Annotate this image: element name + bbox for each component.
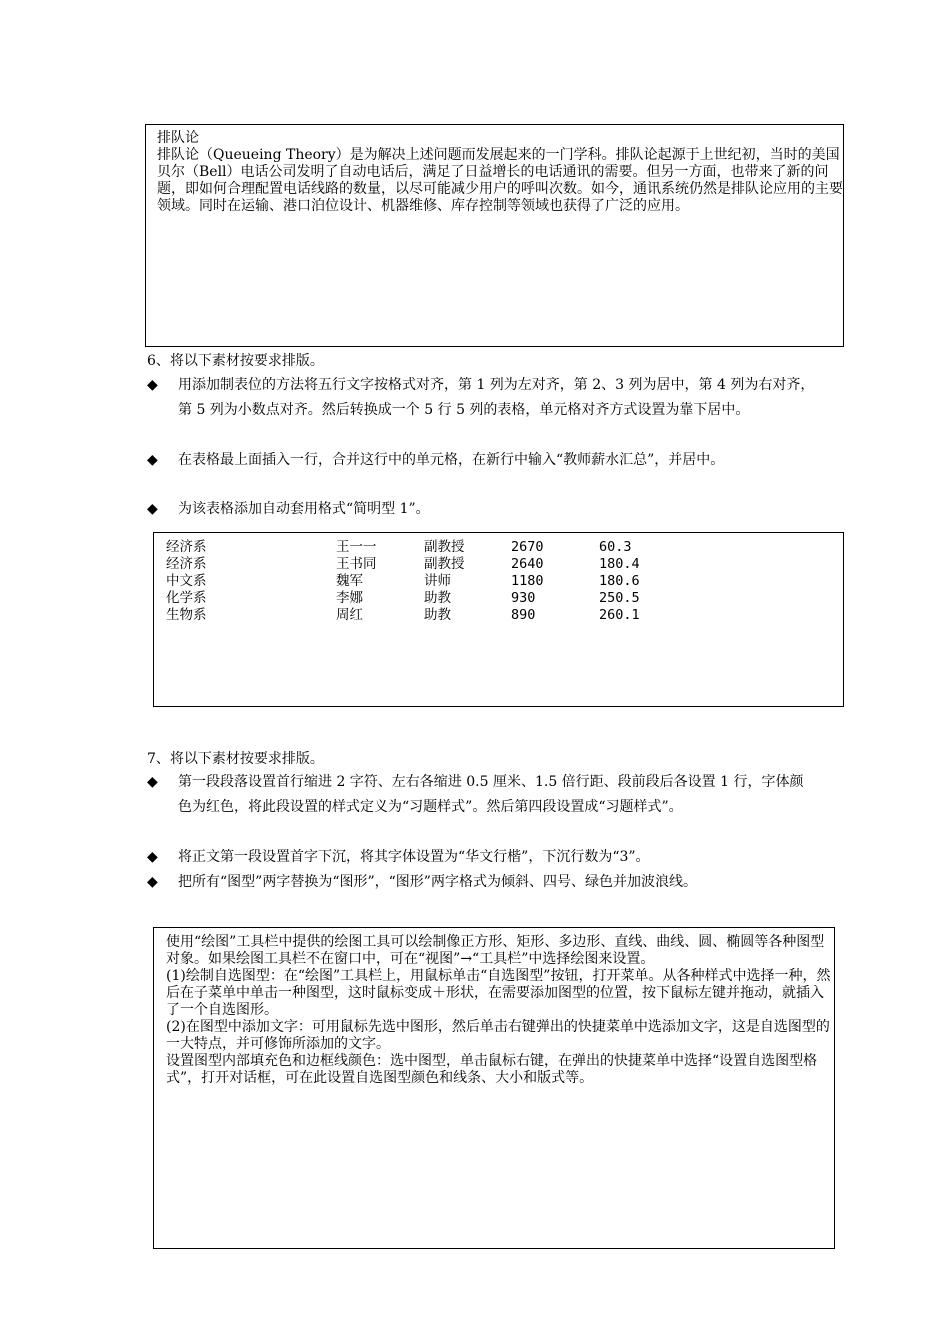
table-row [166,556,689,573]
bullet-diamond-icon: ◆ [147,849,158,865]
box3-paragraph-2: (1)绘制自选图型：在“绘图”工具栏上，用鼠标单击“自选图型”按钮，打开菜单。从各种样式中选择一种，然后在子菜单中单击一种图型，这时鼠标变成＋形状，在需要添加图型的位置，按下鼠标左键并拖动，就插入了一个自选图形。 [166,968,831,1018]
table-cell: 魏军 [336,573,363,589]
salary-table [166,539,689,624]
box1-paragraph: 排队论（Queueing Theory）是为解决上述问题而发展起来的一门学科。排队论起源于上世纪初，当时的美国贝尔（Bell）电话公司发明了自动电话后，满足了日益增长的电话通讯的需要。但另一方面，也带来了新的问题，即如何合理配置电话线路的数量，以尽可能减少用户的呼叫次数。如今，通讯系统仍然是排队论应用的主要领域。同时在运输、港口泊位设计、机器维修、库存控制等领域也获得了广泛的应用。 [157,147,843,214]
bullet-diamond-icon: ◆ [147,874,158,890]
box3-paragraph-1: 使用“绘图”工具栏中提供的绘图工具可以绘制像正方形、矩形、多边形、直线、曲线、圆、椭圆等各种图型对象。如果绘图工具栏不在窗口中，可在“视图”→“工具栏”中选择绘图来设置。 [166,934,825,967]
table-cell: 助教 [424,607,451,623]
table-cell: 2670 [511,539,544,555]
bullet-diamond-icon: ◆ [147,774,158,790]
table-cell: 60.3 [599,539,632,555]
table-cell: 李娜 [336,590,363,606]
table-row [166,539,689,556]
table-cell: 王一一 [336,539,377,555]
table-cell: 经济系 [166,556,207,572]
table-cell: 890 [511,607,536,623]
bullet-diamond-icon: ◆ [147,452,158,468]
table-cell: 周红 [336,607,363,623]
section6-title: 6、将以下素材按要求排版。 [147,353,324,369]
drawing-tools-textbox [153,927,835,1249]
table-cell: 930 [511,590,536,606]
box3-paragraph-3: (2)在图型中添加文字：可用鼠标先选中图形，然后单击右键弹出的快捷菜单中选添加文字，这是自选图型的一大特点，并可修饰所添加的文字。 [166,1019,830,1052]
section7-item-2: ◆ 将正文第一段设置首字下沉，将其字体设置为“华文行楷”，下沉行数为“3”。 [147,845,817,870]
section6-item-3: ◆ 为该表格添加自动套用格式“简明型 1”。 [147,497,817,522]
table-cell: 化学系 [166,590,207,606]
table-row [166,590,689,607]
table-cell: 助教 [424,590,451,606]
table-cell: 180.4 [599,556,640,572]
table-cell: 王书同 [336,556,377,572]
table-cell: 经济系 [166,539,207,555]
table-cell: 250.5 [599,590,640,606]
section6-item-1: ◆ 用添加制表位的方法将五行文字按格式对齐，第 1 列为左对齐，第 2、3 列为居中，第 4 列为右对齐，第 5 列为小数点对齐。然后转换成一个 5 行 5 列的表格，单元格对齐方式设置为靠下居中。 [147,373,817,423]
table-row [166,573,689,590]
bullet-diamond-icon: ◆ [147,501,158,517]
box1-title: 排队论 [157,130,199,146]
section7-item-3: ◆ 把所有“图型”两字替换为“图形”，“图形”两字格式为倾斜、四号、绿色并加波浪线。 [147,870,817,895]
queueing-theory-textbox [145,124,844,347]
table-cell: 生物系 [166,607,207,623]
section6-item-2: ◆ 在表格最上面插入一行，合并这行中的单元格，在新行中输入“教师薪水汇总”，并居中。 [147,448,817,473]
table-row [166,607,689,624]
table-cell: 180.6 [599,573,640,589]
table-cell: 中文系 [166,573,207,589]
section7-title: 7、将以下素材按要求排版。 [147,751,324,767]
table-cell: 2640 [511,556,544,572]
table-cell: 讲师 [424,573,451,589]
table-cell: 副教授 [424,539,465,555]
bullet-diamond-icon: ◆ [147,377,158,393]
table-cell: 副教授 [424,556,465,572]
table-cell: 1180 [511,573,544,589]
salary-data-textbox [153,532,844,707]
section7-item-1: ◆ 第一段段落设置首行缩进 2 字符、左右各缩进 0.5 厘米、1.5 倍行距、段前段后各设置 1 行，字体颜色为红色，将此段设置的样式定义为“习题样式”。然后第四段设置成“习题样式”。 [147,770,817,820]
box3-paragraph-4: 设置图型内部填充色和边框线颜色：选中图型，单击鼠标右键，在弹出的快捷菜单中选择“设置自选图型格式”，打开对话框，可在此设置自选图型颜色和线条、大小和版式等。 [166,1053,818,1086]
table-cell: 260.1 [599,607,640,623]
